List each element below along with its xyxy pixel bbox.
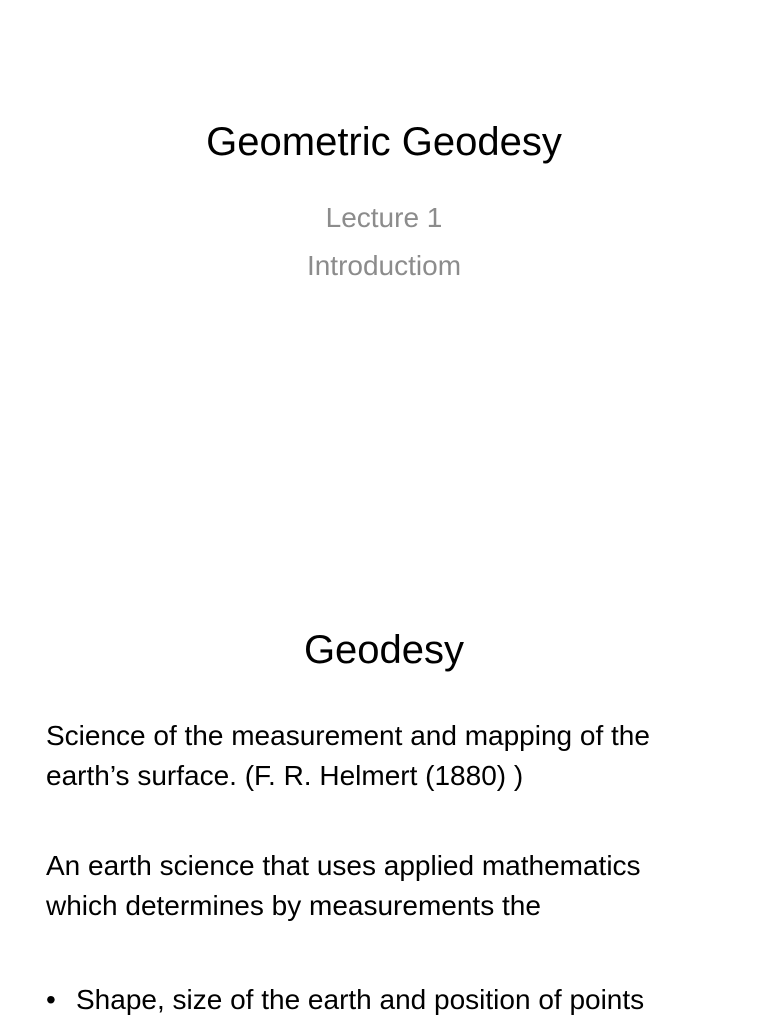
paragraph-line: An earth science that uses applied mathematics <box>46 850 641 881</box>
slide-geodesy-heading: Geodesy <box>303 628 465 672</box>
paragraph-line: Science of the measurement and mapping of the <box>46 720 650 751</box>
bullet-text: Shape, size of the earth and position of points <box>76 984 645 1015</box>
bullet-icon: • <box>46 984 56 1015</box>
paragraph-line: which determines by measurements the <box>46 890 541 921</box>
slide-title-heading: Geometric Geodesy <box>206 120 562 164</box>
definition-paragraph-1 <box>46 716 736 796</box>
bullet-item <box>46 980 736 1020</box>
lecture-topic: Introductiom <box>306 250 462 281</box>
slide-geodesy <box>0 580 768 1024</box>
paragraph-line: earth’s surface. (F. R. Helmert (1880) ) <box>46 760 524 791</box>
lecture-number: Lecture 1 <box>325 202 443 233</box>
definition-paragraph-2 <box>46 846 736 926</box>
